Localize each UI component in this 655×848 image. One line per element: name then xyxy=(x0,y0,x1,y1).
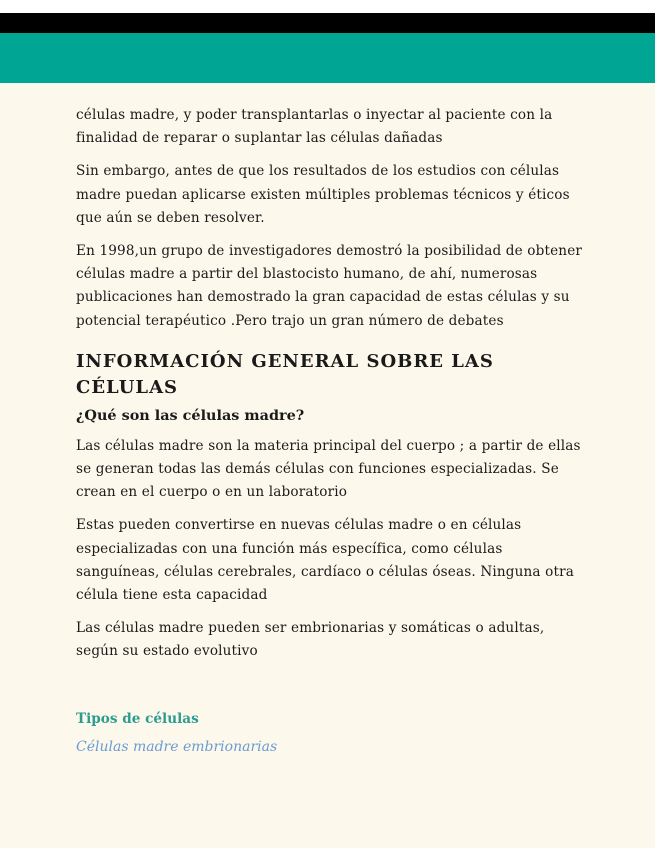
paragraph: Estas pueden convertirse en nuevas células madre o en células especializadas con una función más específica, como células sanguíneas, células cerebrales, cardíaco o células óseas. Ninguna otra célula tiene esta capacidad xyxy=(76,517,575,604)
page-top-margin xyxy=(0,0,655,13)
paragraph: Sin embargo, antes de que los resultados de los estudios con células madre puedan aplicarse existen múltiples problemas técnicos y éticos que aún se deben resolver. xyxy=(76,163,570,226)
section-subheading: ¿Qué son las células madre? xyxy=(76,406,305,424)
embrionarias-link[interactable]: Células madre embrionarias xyxy=(76,738,278,755)
paragraph: En 1998,un grupo de investigadores demostró la posibilidad de obtener células madre a partir del blastocisto humano, de ahí, numerosas publicaciones han demostrado la gran capacidad de estas células y su potencial terapéutico .Pero trajo un gran número de debates xyxy=(76,243,583,329)
tipos-label: Tipos de células xyxy=(76,710,199,727)
document-body xyxy=(76,104,586,758)
header-teal-band xyxy=(0,33,655,83)
paragraph: Las células madre pueden ser embrionarias y somáticas o adultas, según su estado evolutivo xyxy=(76,620,545,660)
header-black-band xyxy=(0,13,655,33)
section-heading: INFORMACIÓN GENERAL SOBRE LAS CÉLULAS xyxy=(76,350,494,398)
paragraph: células madre, y poder transplantarlas o inyectar al paciente con la finalidad de reparar o suplantar las células dañadas xyxy=(76,107,553,147)
paragraph: Las células madre son la materia principal del cuerpo ; a partir de ellas se generan todas las demás células con funciones especializadas. Se crean en el cuerpo o en un laboratorio xyxy=(76,437,581,501)
